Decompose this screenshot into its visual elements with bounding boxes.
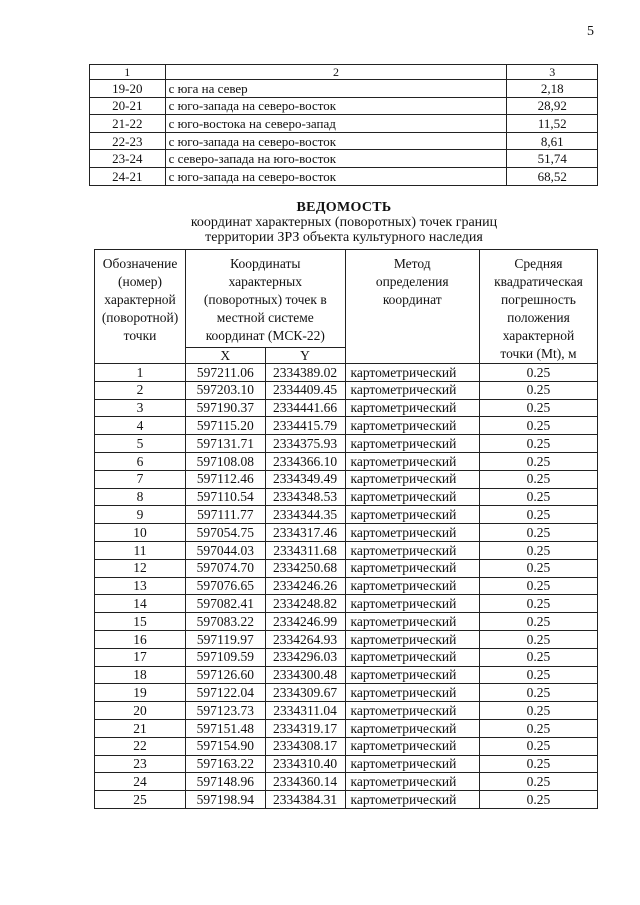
method-cell: картометрический <box>345 595 479 613</box>
table-row <box>90 115 598 133</box>
method-cell: картометрический <box>345 506 479 524</box>
y-coordinate-cell: 2334344.35 <box>265 506 345 524</box>
method-cell: картометрический <box>345 470 479 488</box>
table-row <box>95 381 598 399</box>
point-number-cell: 18 <box>95 666 186 684</box>
y-coordinate-cell: 2334441.66 <box>265 399 345 417</box>
y-coordinate-cell: 2334311.04 <box>265 702 345 720</box>
error-cell: 0.25 <box>479 559 597 577</box>
y-coordinate-cell: 2334264.93 <box>265 630 345 648</box>
direction-cell: с юго-запада на северо-восток <box>165 97 507 115</box>
statement-title: ВЕДОМОСТЬ <box>296 200 392 215</box>
y-coordinate-cell: 2334319.17 <box>265 719 345 737</box>
point-number-cell: 2 <box>95 381 186 399</box>
table-header-row <box>90 65 598 80</box>
point-number-cell: 21 <box>95 719 186 737</box>
point-number-cell: 12 <box>95 559 186 577</box>
point-number-cell: 6 <box>95 452 186 470</box>
method-cell: картометрический <box>345 613 479 631</box>
y-coordinate-cell: 2334246.99 <box>265 613 345 631</box>
segment-cell: 23-24 <box>90 150 166 168</box>
point-number-cell: 10 <box>95 524 186 542</box>
header-line: точки (Mt), м <box>500 346 577 361</box>
x-coordinate-cell: 597111.77 <box>186 506 266 524</box>
statement-subtitle-line1: координат характерных (поворотных) точек границ <box>190 215 498 230</box>
error-cell: 0.25 <box>479 666 597 684</box>
error-cell: 0.25 <box>479 541 597 559</box>
table-row <box>95 417 598 435</box>
x-coordinate-cell: 597198.94 <box>186 791 266 809</box>
length-cell: 51,74 <box>507 150 598 168</box>
error-cell: 0.25 <box>479 630 597 648</box>
point-number-cell: 11 <box>95 541 186 559</box>
x-coordinate-cell: 597044.03 <box>186 541 266 559</box>
header-line: характерной <box>502 328 575 343</box>
col-header-segment: 1 <box>90 65 166 80</box>
table-row <box>95 452 598 470</box>
table-row <box>95 630 598 648</box>
header-line: (поворотных) точек в <box>203 292 327 307</box>
table-row <box>95 755 598 773</box>
x-coordinate-cell: 597211.06 <box>186 364 266 382</box>
header-line: координат <box>382 292 442 307</box>
error-cell: 0.25 <box>479 417 597 435</box>
segment-cell: 20-21 <box>90 97 166 115</box>
header-line: точки <box>123 328 157 343</box>
header-line: Метод <box>393 256 431 271</box>
length-cell: 2,18 <box>507 80 598 98</box>
x-coordinate-cell: 597126.60 <box>186 666 266 684</box>
point-number-cell: 1 <box>95 364 186 382</box>
y-coordinate-cell: 2334348.53 <box>265 488 345 506</box>
y-coordinate-cell: 2334300.48 <box>265 666 345 684</box>
table-row <box>90 167 598 185</box>
y-coordinate-cell: 2334360.14 <box>265 773 345 791</box>
method-cell: картометрический <box>345 773 479 791</box>
error-cell: 0.25 <box>479 488 597 506</box>
col-header-error <box>479 250 597 364</box>
y-coordinate-cell: 2334308.17 <box>265 737 345 755</box>
header-line: определения <box>375 274 449 289</box>
point-number-cell: 24 <box>95 773 186 791</box>
y-coordinate-cell: 2334246.26 <box>265 577 345 595</box>
point-number-cell: 16 <box>95 630 186 648</box>
method-cell: картометрический <box>345 488 479 506</box>
table-row <box>95 541 598 559</box>
table-row <box>95 719 598 737</box>
y-coordinate-cell: 2334309.67 <box>265 684 345 702</box>
table-row <box>95 613 598 631</box>
segment-cell: 21-22 <box>90 115 166 133</box>
point-number-cell: 9 <box>95 506 186 524</box>
x-coordinate-cell: 597082.41 <box>186 595 266 613</box>
error-cell: 0.25 <box>479 452 597 470</box>
y-coordinate-cell: 2334296.03 <box>265 648 345 666</box>
error-cell: 0.25 <box>479 364 597 382</box>
error-cell: 0.25 <box>479 595 597 613</box>
length-cell: 68,52 <box>507 167 598 185</box>
direction-cell: с юга на север <box>165 80 507 98</box>
y-coordinate-cell: 2334389.02 <box>265 364 345 382</box>
point-number-cell: 17 <box>95 648 186 666</box>
x-coordinate-cell: 597119.97 <box>186 630 266 648</box>
table-row <box>95 595 598 613</box>
table-row <box>90 80 598 98</box>
table-row <box>95 488 598 506</box>
table-row <box>95 559 598 577</box>
statement-subtitle-line2: территории ЗРЗ объекта культурного наследия <box>205 230 483 245</box>
y-coordinate-cell: 2334311.68 <box>265 541 345 559</box>
method-cell: картометрический <box>345 559 479 577</box>
method-cell: картометрический <box>345 684 479 702</box>
point-number-cell: 19 <box>95 684 186 702</box>
y-coordinate-cell: 2334384.31 <box>265 791 345 809</box>
direction-cell: с юго-запада на северо-восток <box>165 132 507 150</box>
x-coordinate-cell: 597151.48 <box>186 719 266 737</box>
error-cell: 0.25 <box>479 399 597 417</box>
col-header-direction: 2 <box>165 65 507 80</box>
x-coordinate-cell: 597203.10 <box>186 381 266 399</box>
table-row <box>95 577 598 595</box>
x-coordinate-cell: 597083.22 <box>186 613 266 631</box>
x-coordinate-cell: 597131.71 <box>186 435 266 453</box>
x-coordinate-cell: 597054.75 <box>186 524 266 542</box>
col-header-y: Y <box>265 347 345 363</box>
table-row <box>95 773 598 791</box>
point-number-cell: 3 <box>95 399 186 417</box>
table-row <box>95 435 598 453</box>
direction-cell: с юго-запада на северо-восток <box>165 167 507 185</box>
point-number-cell: 23 <box>95 755 186 773</box>
x-coordinate-cell: 597112.46 <box>186 470 266 488</box>
y-coordinate-cell: 2334310.40 <box>265 755 345 773</box>
point-number-cell: 20 <box>95 702 186 720</box>
point-number-cell: 8 <box>95 488 186 506</box>
error-cell: 0.25 <box>479 506 597 524</box>
point-number-cell: 7 <box>95 470 186 488</box>
error-cell: 0.25 <box>479 719 597 737</box>
method-cell: картометрический <box>345 666 479 684</box>
header-line: координат (МСК-22) <box>205 328 325 343</box>
method-cell: картометрический <box>345 399 479 417</box>
method-cell: картометрический <box>345 541 479 559</box>
x-coordinate-cell: 597108.08 <box>186 452 266 470</box>
point-number-cell: 15 <box>95 613 186 631</box>
table-row <box>90 150 598 168</box>
segment-cell: 22-23 <box>90 132 166 150</box>
method-cell: картометрический <box>345 364 479 382</box>
method-cell: картометрический <box>345 417 479 435</box>
x-coordinate-cell: 597122.04 <box>186 684 266 702</box>
header-line: (поворотной) <box>101 310 179 325</box>
table-row <box>95 684 598 702</box>
header-line: квадратическая <box>494 274 583 289</box>
method-cell: картометрический <box>345 791 479 809</box>
method-cell: картометрический <box>345 381 479 399</box>
header-line: положения <box>507 310 570 325</box>
error-cell: 0.25 <box>479 524 597 542</box>
page-number: 5 <box>587 24 594 39</box>
table-row <box>95 648 598 666</box>
table-row <box>95 399 598 417</box>
header-line: (номер) <box>118 274 163 289</box>
point-number-cell: 14 <box>95 595 186 613</box>
col-header-method <box>345 250 479 364</box>
error-cell: 0.25 <box>479 773 597 791</box>
point-number-cell: 13 <box>95 577 186 595</box>
segment-cell: 19-20 <box>90 80 166 98</box>
col-header-length: 3 <box>507 65 598 80</box>
method-cell: картометрический <box>345 577 479 595</box>
header-line: Средняя <box>514 256 563 271</box>
method-cell: картометрический <box>345 435 479 453</box>
coordinates-table <box>94 249 598 809</box>
error-cell: 0.25 <box>479 470 597 488</box>
x-coordinate-cell: 597163.22 <box>186 755 266 773</box>
length-cell: 8,61 <box>507 132 598 150</box>
method-cell: картометрический <box>345 452 479 470</box>
table-row <box>95 791 598 809</box>
col-header-x: X <box>186 347 266 363</box>
table-row <box>95 666 598 684</box>
header-line: характерных <box>228 274 302 289</box>
direction-cell: с северо-запада на юго-восток <box>165 150 507 168</box>
header-line: местной системе <box>216 310 314 325</box>
method-cell: картометрический <box>345 755 479 773</box>
method-cell: картометрический <box>345 630 479 648</box>
table-row <box>95 364 598 382</box>
error-cell: 0.25 <box>479 577 597 595</box>
point-number-cell: 22 <box>95 737 186 755</box>
segment-directions-table <box>89 64 598 186</box>
table-row <box>95 524 598 542</box>
x-coordinate-cell: 597123.73 <box>186 702 266 720</box>
table-row <box>95 737 598 755</box>
length-cell: 28,92 <box>507 97 598 115</box>
error-cell: 0.25 <box>479 435 597 453</box>
method-cell: картометрический <box>345 524 479 542</box>
length-cell: 11,52 <box>507 115 598 133</box>
point-number-cell: 25 <box>95 791 186 809</box>
method-cell: картометрический <box>345 719 479 737</box>
method-cell: картометрический <box>345 648 479 666</box>
y-coordinate-cell: 2334317.46 <box>265 524 345 542</box>
point-number-cell: 5 <box>95 435 186 453</box>
table-row <box>90 132 598 150</box>
table-row <box>90 97 598 115</box>
x-coordinate-cell: 597109.59 <box>186 648 266 666</box>
col-header-coordinates <box>186 250 345 348</box>
error-cell: 0.25 <box>479 737 597 755</box>
point-number-cell: 4 <box>95 417 186 435</box>
y-coordinate-cell: 2334415.79 <box>265 417 345 435</box>
y-coordinate-cell: 2334375.93 <box>265 435 345 453</box>
header-line: Координаты <box>230 256 301 271</box>
table-row <box>95 470 598 488</box>
y-coordinate-cell: 2334248.82 <box>265 595 345 613</box>
method-cell: картометрический <box>345 702 479 720</box>
y-coordinate-cell: 2334250.68 <box>265 559 345 577</box>
y-coordinate-cell: 2334349.49 <box>265 470 345 488</box>
table-header-row <box>95 250 598 348</box>
header-line: характерной <box>104 292 176 307</box>
x-coordinate-cell: 597074.70 <box>186 559 266 577</box>
y-coordinate-cell: 2334409.45 <box>265 381 345 399</box>
segment-cell: 24-21 <box>90 167 166 185</box>
direction-cell: с юго-востока на северо-запад <box>165 115 507 133</box>
header-line: погрешность <box>500 292 576 307</box>
error-cell: 0.25 <box>479 648 597 666</box>
error-cell: 0.25 <box>479 613 597 631</box>
error-cell: 0.25 <box>479 381 597 399</box>
error-cell: 0.25 <box>479 755 597 773</box>
col-header-designation <box>95 250 186 364</box>
x-coordinate-cell: 597190.37 <box>186 399 266 417</box>
x-coordinate-cell: 597076.65 <box>186 577 266 595</box>
x-coordinate-cell: 597148.96 <box>186 773 266 791</box>
y-coordinate-cell: 2334366.10 <box>265 452 345 470</box>
x-coordinate-cell: 597115.20 <box>186 417 266 435</box>
x-coordinate-cell: 597110.54 <box>186 488 266 506</box>
table-row <box>95 702 598 720</box>
table-row <box>95 506 598 524</box>
error-cell: 0.25 <box>479 684 597 702</box>
method-cell: картометрический <box>345 737 479 755</box>
error-cell: 0.25 <box>479 791 597 809</box>
error-cell: 0.25 <box>479 702 597 720</box>
header-line: Обозначение <box>102 256 178 271</box>
x-coordinate-cell: 597154.90 <box>186 737 266 755</box>
